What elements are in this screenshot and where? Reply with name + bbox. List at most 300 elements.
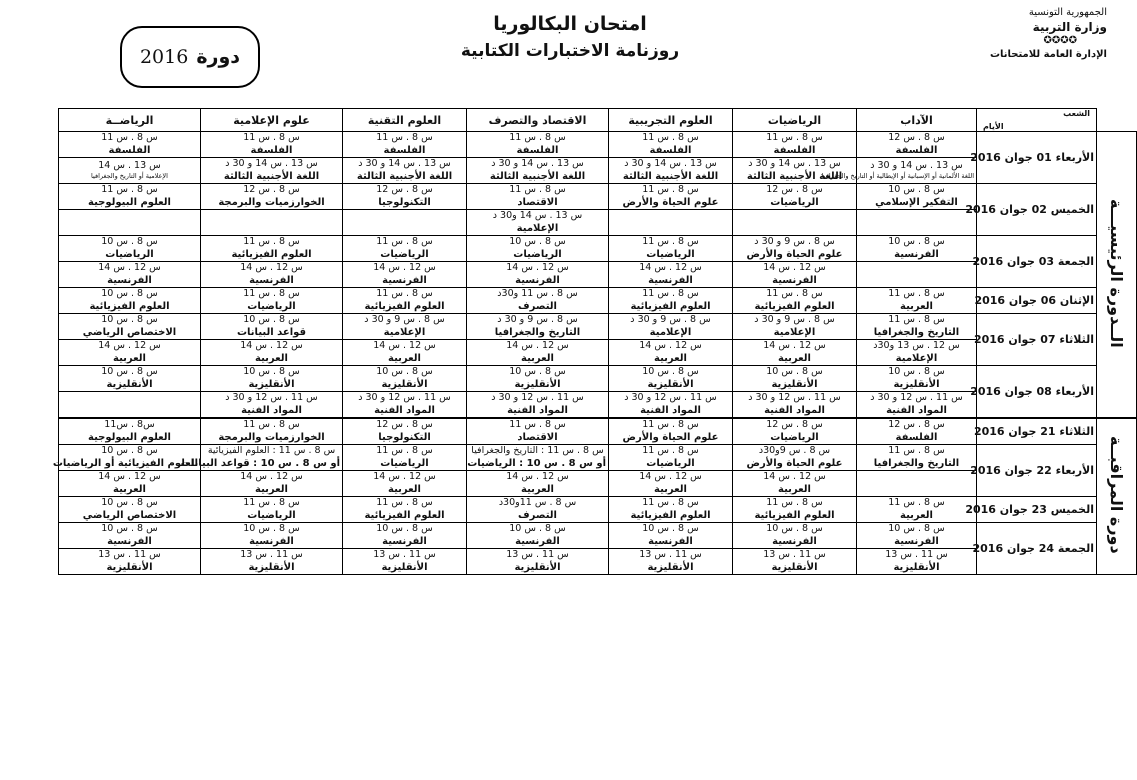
exam-time: س 8 . س 11 bbox=[642, 132, 699, 143]
exam-cell bbox=[201, 523, 343, 549]
exam-time: س 8 . س 11 bbox=[642, 497, 699, 508]
exam-cell bbox=[201, 471, 343, 497]
exam-time: س 8 . س 12 bbox=[888, 132, 945, 143]
exam-subject: الفرنسية bbox=[894, 249, 939, 260]
exam-cell bbox=[857, 314, 977, 340]
exam-subject: العلوم البيولوجية bbox=[88, 197, 171, 208]
exam-cell bbox=[343, 340, 467, 366]
exam-cell bbox=[857, 132, 977, 158]
column-header: الآداب bbox=[857, 109, 977, 132]
exam-time: س 8 . س 11 bbox=[101, 132, 158, 143]
exam-subject: الرياضيات bbox=[380, 458, 429, 469]
exam-cell bbox=[609, 210, 733, 236]
exam-cell bbox=[467, 418, 609, 445]
exam-cell bbox=[59, 366, 201, 392]
exam-subject: العلوم الفيزيائية bbox=[89, 301, 170, 312]
exam-subject: المواد الفنية bbox=[886, 405, 947, 416]
exam-subject: العربية bbox=[521, 484, 554, 495]
exam-time: س 11 . س 12 و 30 د bbox=[358, 392, 451, 403]
exam-cell bbox=[857, 288, 977, 314]
exam-cell bbox=[467, 236, 609, 262]
exam-cell bbox=[609, 340, 733, 366]
column-header: العلوم التقنية bbox=[343, 109, 467, 132]
exam-subject: التاريخ والجغرافيا bbox=[873, 327, 960, 338]
exam-time: س 8 . س 10 bbox=[509, 366, 566, 377]
exam-cell bbox=[467, 262, 609, 288]
exam-time: س 8 . س 11 bbox=[101, 184, 158, 195]
exam-cell bbox=[857, 392, 977, 419]
exam-cell bbox=[201, 132, 343, 158]
exam-subject: العربية bbox=[255, 353, 288, 364]
exam-time: س 12 . س 13 و30د bbox=[873, 340, 960, 351]
exam-time: س 12 . س 14 bbox=[506, 340, 569, 351]
exam-cell bbox=[609, 158, 733, 184]
exam-subject: أو س 8 . س 10 : قواعد البيانات bbox=[180, 458, 340, 469]
table-row bbox=[59, 132, 1137, 158]
exam-time: س 8 . س 9 و 30 د bbox=[754, 236, 835, 247]
column-header: الاقتصاد والتصرف bbox=[467, 109, 609, 132]
exam-time: س 12 . س 14 bbox=[639, 262, 702, 273]
exam-time: س 11 . س 13 bbox=[98, 549, 161, 560]
exam-time: س 8 . س 11 bbox=[376, 497, 433, 508]
exam-cell bbox=[733, 184, 857, 210]
exam-cell bbox=[467, 445, 609, 471]
table-row bbox=[59, 497, 1137, 523]
exam-cell bbox=[59, 392, 201, 419]
corner-bottom-label: الأيام bbox=[983, 122, 1004, 131]
control-session-cell bbox=[1097, 418, 1137, 575]
exam-time: س 8 . س 11 bbox=[376, 445, 433, 456]
exam-cell bbox=[609, 497, 733, 523]
exam-time: س 8 . س 10 bbox=[888, 236, 945, 247]
exam-time: س 8 . س 10 bbox=[509, 523, 566, 534]
exam-time: س 8 . س 11 bbox=[376, 132, 433, 143]
exam-cell bbox=[733, 210, 857, 236]
exam-time: س 12 . س 14 bbox=[506, 262, 569, 273]
exam-time: س 8 . س 10 bbox=[766, 523, 823, 534]
exam-time: س 8 . س 12 bbox=[376, 184, 433, 195]
exam-subject: المواد الفنية bbox=[507, 405, 568, 416]
exam-subject: الرياضيات bbox=[105, 249, 154, 260]
document-title: امتحان البكالوريا bbox=[493, 13, 647, 35]
exam-time: س 12 . س 14 bbox=[373, 262, 436, 273]
exam-cell bbox=[59, 210, 201, 236]
exam-cell bbox=[609, 288, 733, 314]
exam-time: س 13 . س 14 و 30 د bbox=[225, 158, 318, 169]
exam-time: س 8 . س 12 bbox=[243, 184, 300, 195]
exam-subject: الخوارزميات والبرمجة bbox=[218, 432, 325, 443]
exam-cell bbox=[857, 210, 977, 236]
exam-cell bbox=[343, 549, 467, 575]
exam-time: س 8 . س 9 و 30 د bbox=[364, 314, 445, 325]
exam-cell bbox=[609, 523, 733, 549]
exam-time: س 8 . س 11 bbox=[642, 445, 699, 456]
document-subtitle: روزنامة الاختبارات الكتابية bbox=[460, 41, 680, 61]
exam-time: س 8 . س 10 bbox=[101, 236, 158, 247]
exam-time: س 8 . س 11 bbox=[888, 314, 945, 325]
exam-subject: الفلسفة bbox=[250, 145, 293, 156]
exam-cell bbox=[59, 184, 201, 210]
exam-time: س 12 . س 14 bbox=[373, 340, 436, 351]
exam-subject: الفرنسية bbox=[382, 275, 427, 286]
exam-time: س 12 . س 14 bbox=[763, 262, 826, 273]
exam-time: س 8 . س 11 bbox=[642, 288, 699, 299]
exam-time: س 8 . س 11 : العلوم الفيزيائية bbox=[207, 445, 336, 456]
exam-subject: الرياضيات bbox=[770, 432, 819, 443]
exam-cell bbox=[609, 549, 733, 575]
exam-time: س 8 . س 11 bbox=[243, 236, 300, 247]
exam-subject: التاريخ والجغرافيا bbox=[494, 327, 581, 338]
exam-cell bbox=[857, 184, 977, 210]
exam-cell bbox=[467, 497, 609, 523]
exam-cell bbox=[59, 497, 201, 523]
exam-subject: الاختصاص الرياضي bbox=[82, 327, 177, 338]
exam-cell bbox=[467, 184, 609, 210]
exam-time: س 8 . س 11 bbox=[888, 288, 945, 299]
column-header: الرياضيات bbox=[733, 109, 857, 132]
exam-subject: الفرنسية bbox=[894, 536, 939, 547]
exam-cell bbox=[343, 236, 467, 262]
exam-cell bbox=[201, 392, 343, 419]
exam-subject: الفرنسية bbox=[515, 275, 560, 286]
exam-cell bbox=[733, 523, 857, 549]
exam-time: س 8 . س 10 bbox=[101, 288, 158, 299]
exam-time: س 8 . س 10 bbox=[243, 314, 300, 325]
main-session-label: الــدورة الرئيسيـــة bbox=[1107, 198, 1126, 348]
exam-cell bbox=[59, 236, 201, 262]
exam-subject: الأنقليزية bbox=[248, 379, 295, 390]
exam-cell bbox=[201, 549, 343, 575]
exam-cell bbox=[733, 262, 857, 288]
exam-subject: الرياضيات bbox=[247, 301, 296, 312]
exam-cell bbox=[609, 471, 733, 497]
exam-subject: الرياضيات bbox=[513, 249, 562, 260]
exam-time: س 8 . س 9 و 30 د bbox=[630, 314, 711, 325]
exam-time: س 8 . س 11 bbox=[376, 236, 433, 247]
column-header: علوم الإعلامية bbox=[201, 109, 343, 132]
exam-cell bbox=[857, 471, 977, 497]
column-header: الرياضــة bbox=[59, 109, 201, 132]
exam-cell bbox=[733, 288, 857, 314]
exam-subject: الرياضيات bbox=[646, 458, 695, 469]
exam-cell bbox=[343, 523, 467, 549]
exam-time: س 12 . س 14 bbox=[763, 471, 826, 482]
exam-subject: العلوم الفيزيائية bbox=[630, 510, 711, 521]
exam-time: س 8 . س 10 bbox=[888, 366, 945, 377]
exam-time: س 8 . س 11 bbox=[243, 132, 300, 143]
exam-cell bbox=[733, 445, 857, 471]
exam-cell bbox=[59, 288, 201, 314]
exam-subject: اللغة الأجنبية الثالثة bbox=[489, 171, 586, 182]
exam-time: س 8 . س 11 bbox=[376, 288, 433, 299]
exam-time: س 11 . س 13 bbox=[506, 549, 569, 560]
exam-subject: العربية bbox=[778, 353, 811, 364]
exam-subject: التصرف bbox=[518, 301, 557, 312]
exam-subject: العربية bbox=[255, 484, 288, 495]
exam-cell bbox=[467, 549, 609, 575]
exam-time: س 8 . س 11 : التاريخ والجغرافيا bbox=[471, 445, 604, 456]
day-cell: الخميس 02 جوان 2016 bbox=[977, 184, 1097, 236]
exam-subject: الإعلامية bbox=[895, 353, 938, 364]
republic-name: الجمهورية التونسية bbox=[1028, 7, 1107, 18]
exam-subject: العربية bbox=[388, 353, 421, 364]
exam-subject: العلوم البيولوجية bbox=[88, 432, 171, 443]
exam-subject: العلوم الفيزيائية bbox=[231, 249, 312, 260]
exam-subject: الفرنسية bbox=[648, 536, 693, 547]
exam-time: س 8 . س 11 bbox=[766, 497, 823, 508]
exam-time: س 8 . س 10 bbox=[101, 497, 158, 508]
exam-time: س 8 . س 10 bbox=[101, 314, 158, 325]
stars-decoration: ✪✪✪✪ bbox=[1043, 35, 1077, 46]
exam-cell bbox=[343, 366, 467, 392]
exam-time: س 11 . س 12 و 30 د bbox=[624, 392, 717, 403]
session-box bbox=[120, 26, 260, 88]
exam-cell bbox=[343, 184, 467, 210]
exam-cell bbox=[343, 158, 467, 184]
exam-subject: علوم الحياة والأرض bbox=[746, 458, 843, 469]
table-row bbox=[59, 445, 1137, 471]
exam-cell bbox=[857, 340, 977, 366]
exam-subject: الفرنسية bbox=[648, 275, 693, 286]
day-cell: الثلاثاء 07 جوان 2016 bbox=[977, 314, 1097, 366]
exam-cell bbox=[733, 392, 857, 419]
exam-time: س 8 . س 10 bbox=[766, 366, 823, 377]
exam-time: س 11 . س 13 bbox=[240, 549, 303, 560]
exam-subject: الفلسفة bbox=[108, 145, 151, 156]
exam-cell bbox=[59, 471, 201, 497]
exam-cell bbox=[467, 132, 609, 158]
exam-subject: الرياضيات bbox=[380, 249, 429, 260]
exam-cell bbox=[201, 262, 343, 288]
exam-subject: المواد الفنية bbox=[241, 405, 302, 416]
day-cell: الأربعاء 08 جوان 2016 bbox=[977, 366, 1097, 419]
exam-time: س 13 . س 14 bbox=[98, 160, 161, 171]
exam-time: س 8 . س 9و30د bbox=[758, 445, 831, 456]
exam-time: س 8 . س 9 و 30 د bbox=[754, 314, 835, 325]
table-row bbox=[59, 523, 1137, 549]
exam-time: س 8 . س 12 bbox=[766, 419, 823, 430]
exam-time: س 12 . س 14 bbox=[639, 340, 702, 351]
exam-time: س 13 . س 14 و 30 د bbox=[358, 158, 451, 169]
exam-cell bbox=[857, 262, 977, 288]
exam-subject: الرياضيات bbox=[646, 249, 695, 260]
exam-cell bbox=[467, 314, 609, 340]
exam-subject: العلوم الفيزيائية bbox=[364, 510, 445, 521]
exam-time: س 8 . س 10 bbox=[243, 366, 300, 377]
exam-cell bbox=[52, 445, 201, 471]
exam-cell bbox=[467, 288, 609, 314]
session-year: 2016 bbox=[139, 46, 189, 68]
exam-cell bbox=[733, 314, 857, 340]
exam-subject: الفلسفة bbox=[773, 145, 816, 156]
exam-subject: الاقتصاد bbox=[517, 432, 558, 443]
exam-subject: الفلسفة bbox=[895, 145, 938, 156]
exam-cell bbox=[609, 392, 733, 419]
exam-cell bbox=[59, 340, 201, 366]
exam-cell bbox=[609, 418, 733, 445]
exam-subject: التكنولوجيا bbox=[378, 197, 431, 208]
exam-subject: المواد الفنية bbox=[764, 405, 825, 416]
exam-cell bbox=[467, 210, 609, 236]
exam-subject: الخوارزميات والبرمجة bbox=[218, 197, 325, 208]
exam-time: س 11 . س 13 bbox=[885, 549, 948, 560]
exam-subject: التصرف bbox=[518, 510, 557, 521]
exam-subject: الإعلامية bbox=[383, 327, 426, 338]
exam-cell bbox=[609, 262, 733, 288]
exam-time: س 12 . س 14 bbox=[639, 471, 702, 482]
exam-time: س 12 . س 14 bbox=[240, 340, 303, 351]
exam-time: س 13 . س 14 و 30 د bbox=[624, 158, 717, 169]
exam-time: س 8 . س 11 bbox=[766, 132, 823, 143]
exam-subject: الفلسفة bbox=[649, 145, 692, 156]
exam-cell bbox=[343, 445, 467, 471]
exam-time: س 8 . س 11 bbox=[642, 419, 699, 430]
exam-subject: العربية bbox=[900, 301, 933, 312]
exam-time: س 12 . س 14 bbox=[373, 471, 436, 482]
exam-time: س8 . س11 bbox=[104, 419, 155, 430]
document-titles bbox=[380, 10, 760, 64]
exam-cell bbox=[59, 158, 201, 184]
exam-cell bbox=[857, 366, 977, 392]
exam-subject: المواد الفنية bbox=[374, 405, 435, 416]
exam-time: س 8 . س 11 bbox=[243, 497, 300, 508]
exam-cell bbox=[343, 314, 467, 340]
exam-cell bbox=[609, 184, 733, 210]
exam-subject: الاقتصاد bbox=[517, 197, 558, 208]
exam-cell bbox=[467, 392, 609, 419]
exam-time: س 8 . س 10 bbox=[888, 523, 945, 534]
exam-subject: الأنقليزية bbox=[893, 562, 940, 573]
exam-time: س 11 . س 12 و 30 د bbox=[870, 392, 963, 403]
exam-cell bbox=[733, 366, 857, 392]
exam-subject: اللغة الأجنبية الثالثة bbox=[356, 171, 453, 182]
exam-cell bbox=[201, 288, 343, 314]
exam-subject: الأنقليزية bbox=[381, 379, 428, 390]
exam-cell bbox=[733, 158, 857, 184]
table-row bbox=[59, 418, 1137, 445]
exam-subject: الأنقليزية bbox=[647, 562, 694, 573]
exam-cell bbox=[59, 418, 201, 445]
exam-subject: الرياضيات bbox=[770, 197, 819, 208]
corner-cell bbox=[977, 109, 1097, 132]
exam-time: س 8 . س 10 bbox=[642, 366, 699, 377]
exam-cell bbox=[343, 262, 467, 288]
exam-subject: الأنقليزية bbox=[248, 562, 295, 573]
exam-cell bbox=[733, 497, 857, 523]
exam-time: س 11 . س 13 bbox=[763, 549, 826, 560]
exam-cell bbox=[343, 132, 467, 158]
exam-cell bbox=[201, 158, 343, 184]
exam-time: س 12 . س 14 bbox=[240, 471, 303, 482]
exam-subject: الفلسفة bbox=[516, 145, 559, 156]
exam-cell bbox=[201, 418, 343, 445]
control-session-label: دورة المراقبــة bbox=[1107, 436, 1126, 554]
exam-cell bbox=[857, 418, 977, 445]
exam-time: س 8 . س 12 bbox=[376, 419, 433, 430]
directorate-name: الإدارة العامة للامتحانات bbox=[989, 49, 1107, 60]
exam-time: س 8 . س 11 bbox=[243, 419, 300, 430]
exam-subject: التاريخ والجغرافيا bbox=[873, 458, 960, 469]
exam-subject: العربية bbox=[654, 353, 687, 364]
table-row bbox=[59, 366, 1137, 392]
exam-subject: الأنقليزية bbox=[106, 562, 153, 573]
exam-cell bbox=[857, 549, 977, 575]
exam-subject: الفلسفة bbox=[383, 145, 426, 156]
exam-cell bbox=[857, 236, 977, 262]
exam-cell bbox=[59, 314, 201, 340]
exam-time: س 8 . س 11 و30د bbox=[497, 288, 578, 299]
exam-cell bbox=[733, 418, 857, 445]
exam-time: س 8 . س 10 bbox=[101, 366, 158, 377]
table-header-row bbox=[59, 109, 1137, 132]
exam-subject: العربية bbox=[113, 484, 146, 495]
exam-subject: الأنقليزية bbox=[106, 379, 153, 390]
exam-cell bbox=[343, 392, 467, 419]
exam-subject: العلوم الفيزيائية أو الرياضيات bbox=[52, 458, 198, 469]
exam-time: س 13 . س 14 و 30 د bbox=[748, 158, 841, 169]
exam-subject: المواد الفنية bbox=[640, 405, 701, 416]
exam-cell bbox=[467, 471, 609, 497]
exam-cell bbox=[609, 445, 733, 471]
exam-cell bbox=[201, 236, 343, 262]
exam-subject: علوم الحياة والأرض bbox=[622, 197, 719, 208]
exam-cell bbox=[201, 210, 343, 236]
exam-subject: اللغة الأجنبية الثالثة bbox=[223, 171, 320, 182]
exam-time: س 8 . س 11 bbox=[509, 184, 566, 195]
exam-cell bbox=[733, 236, 857, 262]
exam-time: س 8 . س 11 bbox=[642, 184, 699, 195]
exam-subject: اللغة الألمانية أو الإسبانية أو الإيطالية أو التاريخ والجغرافيا bbox=[821, 172, 974, 180]
exam-subject: قواعد البيانات bbox=[237, 327, 306, 338]
exam-subject: الرياضيات bbox=[247, 510, 296, 521]
exam-cell bbox=[609, 132, 733, 158]
exam-subject: العلوم الفيزيائية bbox=[630, 301, 711, 312]
exam-cell bbox=[733, 471, 857, 497]
exam-subject: الفرنسية bbox=[249, 275, 294, 286]
exam-subject: الفرنسية bbox=[772, 275, 817, 286]
exam-subject: الأنقليزية bbox=[514, 379, 561, 390]
exam-cell bbox=[467, 340, 609, 366]
exam-cell bbox=[733, 340, 857, 366]
exam-time: س 12 . س 14 bbox=[506, 471, 569, 482]
exam-subject: الأنقليزية bbox=[893, 379, 940, 390]
exam-cell bbox=[59, 549, 201, 575]
corner-top-label: الشعب bbox=[1063, 109, 1090, 118]
exam-subject: العربية bbox=[113, 353, 146, 364]
exam-subject: العلوم الفيزيائية bbox=[364, 301, 445, 312]
exam-time: س 13 . س 14 و30 د bbox=[492, 210, 583, 221]
exam-subject: الفرنسية bbox=[515, 536, 560, 547]
exam-time: س 8 . س 11 bbox=[888, 497, 945, 508]
exam-time: س 12 . س 14 bbox=[240, 262, 303, 273]
exam-cell bbox=[467, 523, 609, 549]
exam-subject: التكنولوجيا bbox=[378, 432, 431, 443]
exam-cell bbox=[609, 236, 733, 262]
exam-time: س 8 . س 10 bbox=[642, 523, 699, 534]
session-label: دورة bbox=[196, 46, 241, 68]
exam-time: س 8 . س 12 bbox=[888, 419, 945, 430]
exam-subject: علوم الحياة والأرض bbox=[746, 249, 843, 260]
exam-time: س 8 . س 10 bbox=[101, 523, 158, 534]
exam-time: س 12 . س 14 bbox=[98, 262, 161, 273]
exam-subject: العربية bbox=[654, 484, 687, 495]
exam-cell bbox=[343, 471, 467, 497]
exam-subject: الأنقليزية bbox=[771, 562, 818, 573]
exam-time: س 8 . س 10 bbox=[243, 523, 300, 534]
day-cell: الجمعة 03 جوان 2016 bbox=[977, 236, 1097, 288]
exam-subject: الفرنسية bbox=[107, 275, 152, 286]
exam-cell bbox=[609, 314, 733, 340]
